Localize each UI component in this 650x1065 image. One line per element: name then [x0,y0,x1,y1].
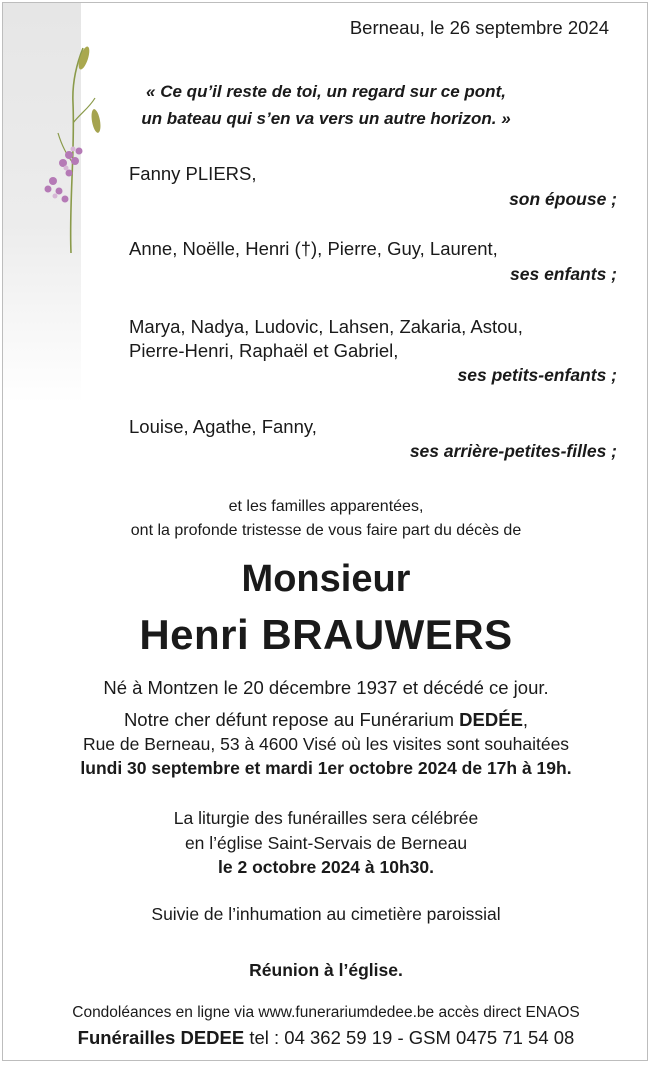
contact-numbers: tel : 04 362 59 19 - GSM 0475 71 54 08 [244,1027,575,1048]
funeral-line-1: La liturgie des funérailles sera célébrée [173,808,479,828]
intro-line-1: et les familles apparentées, [228,498,424,515]
family-role-great-grandchildren: ses arrière-petites-filles ; [409,441,617,461]
deceased-title: Monsieur [241,558,411,600]
quote-line-1: « Ce qu’il reste de toi, un regard sur ce pont, [146,82,506,101]
family-names-great-grandchildren: Louise, Agathe, Fanny, [129,416,317,437]
family-names-grandchildren-2: Pierre-Henri, Raphaël et Gabriel, [129,340,399,361]
deceased-name: Henri BRAUWERS [139,611,513,658]
intro-line-2: ont la profonde tristesse de vous faire part du décès de [130,522,522,539]
funeral-line-2: en l’église Saint-Servais de Berneau [184,833,468,853]
contact-line [3,1027,648,1049]
quote-line-2: un bateau qui s’en va vers un autre horizon. » [141,109,511,128]
visitation-prefix: Notre cher défunt repose au Funérarium [123,709,460,730]
company-name: Funérailles DEDEE [77,1027,245,1048]
burial-line: Suivie de l’inhumation au cimetière paroissial [151,904,501,924]
flower-decoration [3,3,81,403]
family-role-spouse: son épouse ; [509,189,617,209]
visitation-line-2: Rue de Berneau, 53 à 4600 Visé où les visites sont souhaitées [82,734,570,754]
condolences-line: Condoléances en ligne via www.funerariumdedee.be accès direct ENAOS [72,1004,580,1021]
funerarium-name: DEDÉE [459,709,523,730]
funeral-line-3: le 2 octobre 2024 à 10h30. [218,857,434,877]
family-role-grandchildren: ses petits-enfants ; [457,365,617,385]
family-role-children: ses enfants ; [510,264,617,284]
obituary-notice [2,2,648,1061]
visitation-line-3: lundi 30 septembre et mardi 1er octobre 2024 de 17h à 19h. [80,758,572,778]
birth-line: Né à Montzen le 20 décembre 1937 et décédé ce jour. [103,677,549,698]
visitation-line-1 [3,709,648,731]
visitation-suffix: , [522,709,529,730]
family-names-grandchildren-1: Marya, Nadya, Ludovic, Lahsen, Zakaria, Astou, [129,316,523,337]
family-names-children: Anne, Noëlle, Henri (†), Pierre, Guy, Laurent, [129,238,498,259]
meeting-line: Réunion à l’église. [249,960,403,980]
flower-icon [3,3,113,263]
date-line: Berneau, le 26 septembre 2024 [349,17,609,38]
family-names-spouse: Fanny PLIERS, [129,163,257,184]
